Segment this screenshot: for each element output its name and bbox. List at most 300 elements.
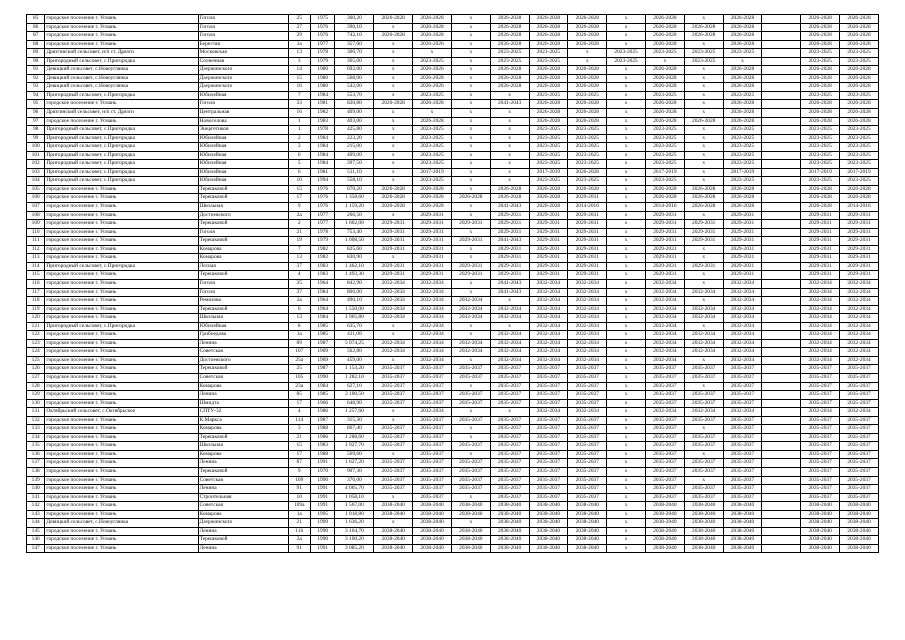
cell-row-number: 137	[27, 459, 45, 468]
cell-house-number: 15	[288, 185, 310, 194]
cell-c9: 2038-2040	[684, 510, 723, 519]
cell-street: Ленина	[198, 391, 288, 400]
cell-c9: х	[684, 356, 723, 365]
cell-c13: 2029-2031	[840, 220, 879, 229]
table-row	[27, 510, 879, 519]
cell-house-number: 1а	[288, 510, 310, 519]
cell-settlement: городское поселение г. Усмань	[45, 356, 198, 365]
cell-c4: 2026-2028	[490, 83, 529, 92]
cell-c12: 2026-2028	[801, 23, 840, 32]
cell-c1: 2035-2037	[374, 391, 413, 400]
cell-settlement: Пригородный сельсовет, с.Пригородка	[45, 262, 198, 271]
cell-c4: х	[490, 408, 529, 417]
cell-c5: 2038-2040	[529, 527, 568, 536]
cell-house-number: 21	[288, 519, 310, 528]
cell-c7: х	[607, 510, 646, 519]
table-row	[27, 467, 879, 476]
cell-house-number: 13	[288, 254, 310, 263]
cell-row-number: 94	[27, 91, 45, 100]
cell-house-number: 23а	[288, 382, 310, 391]
cell-c8: 2032-2034	[645, 408, 684, 417]
cell-c12: 2023-2025	[801, 177, 840, 186]
cell-c13: 2026-2028	[840, 74, 879, 83]
cell-c10: 2035-2037	[723, 476, 762, 485]
cell-c12: 2029-2031	[801, 237, 840, 246]
cell-settlement: городское поселение г. Усмань	[45, 485, 198, 494]
cell-c9: х	[684, 134, 723, 143]
cell-house-number: 3	[288, 425, 310, 434]
cell-house-number: 9	[288, 467, 310, 476]
cell-c8: 2035-2037	[645, 485, 684, 494]
cell-c2: 2032-2034	[413, 305, 452, 314]
table-row	[27, 151, 879, 160]
cell-c3: х	[451, 83, 490, 92]
cell-c8: 2035-2037	[645, 442, 684, 451]
cell-c5: 2032-2034	[529, 279, 568, 288]
cell-c10: 2032-2034	[723, 322, 762, 331]
cell-c11	[762, 527, 801, 536]
cell-c7: х	[607, 117, 646, 126]
cell-street: Терешковой	[198, 194, 288, 203]
cell-c3: х	[451, 185, 490, 194]
cell-c9: х	[684, 168, 723, 177]
cell-c13: 2035-2037	[840, 382, 879, 391]
cell-year-built: 1982	[310, 109, 335, 118]
cell-c11	[762, 177, 801, 186]
cell-c3: 2035-2037	[451, 467, 490, 476]
cell-c10: 2029-2031	[723, 262, 762, 271]
cell-c4: х	[490, 117, 529, 126]
cell-c9: х	[684, 109, 723, 118]
cell-c3: х	[451, 288, 490, 297]
cell-house-number: 6	[288, 305, 310, 314]
cell-c10: 2032-2034	[723, 331, 762, 340]
cell-settlement: Девицкий сельсовет, с.Новоуглянка	[45, 66, 198, 75]
cell-c10: 2026-2028	[723, 32, 762, 41]
cell-house-number: 10	[288, 177, 310, 186]
cell-row-number: 128	[27, 382, 45, 391]
cell-c12: 2035-2037	[801, 433, 840, 442]
cell-house-number: 116	[288, 527, 310, 536]
cell-c3: х	[451, 32, 490, 41]
table-row	[27, 373, 879, 382]
cell-c6: 2023-2025	[568, 126, 607, 135]
cell-c12: 2032-2034	[801, 331, 840, 340]
cell-row-number: 136	[27, 450, 45, 459]
cell-street: Берестяя	[198, 40, 288, 49]
cell-c1: 2029-2031	[374, 245, 413, 254]
cell-c8: 2032-2034	[645, 322, 684, 331]
cell-c1: 2032-2034	[374, 288, 413, 297]
cell-c5: 2021-2025	[529, 49, 568, 58]
table-row	[27, 228, 879, 237]
cell-c8: х	[645, 57, 684, 66]
cell-c6: 2035-2037	[568, 365, 607, 374]
cell-c11	[762, 519, 801, 528]
cell-c3: х	[451, 151, 490, 160]
cell-c7: 2023-2025	[607, 57, 646, 66]
cell-c6: 2035-2037	[568, 442, 607, 451]
cell-c2: 2029-2031	[413, 245, 452, 254]
cell-c6: 2026-2028	[568, 185, 607, 194]
cell-c4: 2041-2043	[490, 237, 529, 246]
cell-settlement: городское поселение г. Усмань	[45, 40, 198, 49]
cell-c4: 2035-2037	[490, 416, 529, 425]
cell-c6: 2026-2028	[568, 83, 607, 92]
cell-c1: 2026-2028	[374, 100, 413, 109]
cell-c6: 2029-2031	[568, 271, 607, 280]
cell-c2: 2026-2026	[413, 66, 452, 75]
cell-c4: х	[490, 160, 529, 169]
cell-c8: 2029-2031	[645, 254, 684, 263]
cell-c9: 2038-2040	[684, 502, 723, 511]
cell-street: Школьная	[198, 314, 288, 323]
cell-c1: 2032-2034	[374, 279, 413, 288]
cell-c8: 2032-2034	[645, 297, 684, 306]
cell-row-number: 88	[27, 40, 45, 49]
cell-settlement: городское поселение г. Усмань	[45, 476, 198, 485]
cell-c12: 2032-2034	[801, 356, 840, 365]
cell-c4: 2035-2037	[490, 485, 529, 494]
cell-house-number: 91	[288, 485, 310, 494]
cell-c6: 2026-2028	[568, 32, 607, 41]
cell-c3: 2035-2037	[451, 476, 490, 485]
cell-street: Гоголя	[198, 279, 288, 288]
cell-c5: 2038-2040	[529, 502, 568, 511]
cell-house-number: 7	[288, 91, 310, 100]
cell-c1: х	[374, 57, 413, 66]
cell-year-built: 1980	[310, 66, 335, 75]
cell-c13: 2026-2028	[840, 109, 879, 118]
cell-c2: 2017-2019	[413, 168, 452, 177]
cell-street: Достоевского	[198, 211, 288, 220]
cell-c11	[762, 134, 801, 143]
cell-c8: 2035-2037	[645, 467, 684, 476]
cell-c3: х	[451, 49, 490, 58]
cell-c12: 2023-2025	[801, 134, 840, 143]
cell-year-built: 1978	[310, 126, 335, 135]
cell-c10: 2023-2025	[723, 126, 762, 135]
cell-c1: 2029-2031	[374, 271, 413, 280]
cell-c11	[762, 442, 801, 451]
cell-year-built: 1980	[310, 74, 335, 83]
cell-c2: 2026-2028	[413, 74, 452, 83]
cell-c8: 2014-2016	[645, 203, 684, 212]
cell-c7: х	[607, 305, 646, 314]
cell-settlement: городское поселение г. Усмань	[45, 425, 198, 434]
cell-house-number: 25	[288, 15, 310, 24]
cell-c8: 2038-2040	[645, 519, 684, 528]
table-row	[27, 476, 879, 485]
cell-house-number: 105	[288, 373, 310, 382]
cell-row-number: 124	[27, 348, 45, 357]
cell-c13: 2035-2037	[840, 416, 879, 425]
cell-c12: 2035-2037	[801, 476, 840, 485]
cell-c7: х	[607, 143, 646, 152]
cell-street: Ленина	[198, 544, 288, 553]
cell-c9: 2035-2037	[684, 433, 723, 442]
cell-year-built: 1980	[310, 83, 335, 92]
cell-c10: 2026-2028	[723, 203, 762, 212]
cell-c7: х	[607, 297, 646, 306]
cell-c12: 2023-2025	[801, 143, 840, 152]
cell-c4: 2026-2028	[490, 66, 529, 75]
cell-c11	[762, 510, 801, 519]
table-row	[27, 382, 879, 391]
cell-c7: х	[607, 382, 646, 391]
cell-c10: 2032-2034	[723, 408, 762, 417]
cell-c13: 2023-2025	[840, 177, 879, 186]
cell-row-number: 113	[27, 254, 45, 263]
cell-c12: 2035-2037	[801, 399, 840, 408]
cell-area: 1 358,60	[335, 194, 374, 203]
cell-settlement: городское поселение г. Усмань	[45, 331, 198, 340]
cell-c1: 2035-2037	[374, 365, 413, 374]
cell-c3: х	[451, 228, 490, 237]
cell-c5: 2035-2037	[529, 373, 568, 382]
cell-row-number: 93	[27, 83, 45, 92]
cell-c11	[762, 237, 801, 246]
cell-c4: 2026-2028	[490, 40, 529, 49]
cell-year-built: 1987	[310, 365, 335, 374]
cell-c4: 2035-2037	[490, 442, 529, 451]
cell-c6: 2038-2040	[568, 519, 607, 528]
cell-c1: х	[374, 177, 413, 186]
cell-c11	[762, 66, 801, 75]
cell-c13: 2035-2037	[840, 391, 879, 400]
cell-c7: х	[607, 32, 646, 41]
cell-area: 648,90	[335, 399, 374, 408]
cell-c10: 2026-2028	[723, 185, 762, 194]
cell-year-built: 1987	[310, 416, 335, 425]
cell-c9: х	[684, 126, 723, 135]
cell-house-number: 13	[288, 49, 310, 58]
cell-c5: 2026-2028	[529, 109, 568, 118]
cell-c11	[762, 485, 801, 494]
cell-c9: х	[684, 245, 723, 254]
cell-c11	[762, 399, 801, 408]
cell-row-number: 121	[27, 322, 45, 331]
cell-c4: 2035-2037	[490, 476, 529, 485]
cell-settlement: городское поселение г. Усмань	[45, 220, 198, 229]
cell-house-number: 2а	[288, 297, 310, 306]
cell-c4: 2029-2031	[490, 228, 529, 237]
cell-c7: х	[607, 485, 646, 494]
cell-c6: 2032-2034	[568, 322, 607, 331]
cell-area: 1 288,60	[335, 433, 374, 442]
cell-c7: х	[607, 185, 646, 194]
cell-c5: 2023-2025	[529, 151, 568, 160]
cell-c2: 2035-2037	[413, 450, 452, 459]
cell-c11	[762, 126, 801, 135]
cell-c2: 2023-2025	[413, 151, 452, 160]
cell-house-number: 15	[288, 74, 310, 83]
cell-c2: 2029-2031	[413, 254, 452, 263]
cell-c3: х	[451, 433, 490, 442]
cell-area: 376,00	[335, 476, 374, 485]
cell-street: К.Маркса	[198, 416, 288, 425]
cell-street: Терешковой	[198, 271, 288, 280]
cell-c6: 2035-2037	[568, 476, 607, 485]
cell-area: 315,30	[335, 416, 374, 425]
cell-c9: 2035-2037	[684, 459, 723, 468]
cell-c9: 2026-2028	[684, 23, 723, 32]
cell-house-number: 10	[288, 493, 310, 502]
cell-c3: х	[451, 117, 490, 126]
cell-settlement: Девицкий сельсовет, с.Новоуглянка	[45, 74, 198, 83]
cell-c8: 2026-2028	[645, 117, 684, 126]
cell-c8: 2017-2019	[645, 168, 684, 177]
cell-c10: 2038-2040	[723, 510, 762, 519]
cell-c9: 2035-2037	[684, 416, 723, 425]
cell-c2: 2032-2034	[413, 348, 452, 357]
cell-area: 635,70	[335, 322, 374, 331]
cell-area: 753,40	[335, 228, 374, 237]
cell-area: 742,10	[335, 32, 374, 41]
cell-c6: 2029-2031	[568, 211, 607, 220]
cell-area: 266,50	[335, 211, 374, 220]
cell-c1: 2038-2040	[374, 536, 413, 545]
cell-c5: 2032-2034	[529, 288, 568, 297]
cell-c9: 2029-2031	[684, 228, 723, 237]
cell-row-number: 116	[27, 279, 45, 288]
cell-c2: 2035-2037	[413, 493, 452, 502]
cell-area: 3 100,20	[335, 536, 374, 545]
cell-year-built: 1990	[310, 536, 335, 545]
cell-c3: х	[451, 493, 490, 502]
cell-c1: х	[374, 408, 413, 417]
cell-c9: 2026-2028	[684, 194, 723, 203]
cell-c11	[762, 416, 801, 425]
cell-c10: 2029-2031	[723, 254, 762, 263]
cell-c8: 2038-2040	[645, 510, 684, 519]
cell-year-built: 1990	[310, 527, 335, 536]
cell-c7: х	[607, 134, 646, 143]
cell-area: 3 100,50	[335, 391, 374, 400]
cell-c11	[762, 408, 801, 417]
cell-c4: 2029-2031	[490, 254, 529, 263]
cell-c11	[762, 228, 801, 237]
cell-settlement: Девицкий сельсовет, с.Новоуглянка	[45, 519, 198, 528]
cell-c3: х	[451, 74, 490, 83]
cell-settlement: городское поселение г. Усмань	[45, 288, 198, 297]
cell-c13: 2032-2034	[840, 279, 879, 288]
cell-c12: 2032-2034	[801, 314, 840, 323]
cell-year-built: 1991	[310, 544, 335, 553]
cell-c6: 2026-2028	[568, 23, 607, 32]
cell-c10: 2035-2037	[723, 416, 762, 425]
cell-c2: 2038-2040	[413, 544, 452, 553]
cell-c8: 2026-2028	[645, 194, 684, 203]
cell-c7: х	[607, 476, 646, 485]
table-row	[27, 237, 879, 246]
table-row	[27, 485, 879, 494]
cell-house-number: 25	[288, 365, 310, 374]
cell-year-built: 1977	[310, 211, 335, 220]
cell-c5: 2035-2037	[529, 365, 568, 374]
cell-year-built: 1994	[310, 177, 335, 186]
cell-row-number: 123	[27, 339, 45, 348]
cell-c5: 2023-2025	[529, 143, 568, 152]
cell-c7: х	[607, 425, 646, 434]
cell-c4: 2038-2040	[490, 510, 529, 519]
cell-c13: 2029-2031	[840, 245, 879, 254]
cell-house-number: 19	[288, 237, 310, 246]
cell-street: Юбилейная	[198, 134, 288, 143]
cell-c5: 2026-2028	[529, 100, 568, 109]
cell-c5: 2029-2031	[529, 271, 568, 280]
cell-house-number: 21	[288, 433, 310, 442]
cell-c8: 2029-2031	[645, 237, 684, 246]
cell-row-number: 122	[27, 331, 45, 340]
cell-c13: 2035-2037	[840, 476, 879, 485]
cell-c2: 2026-2028	[413, 203, 452, 212]
cell-house-number: 3	[288, 57, 310, 66]
cell-c13: 2035-2037	[840, 467, 879, 476]
cell-area: 842,90	[335, 279, 374, 288]
cell-c2: 2026-2028	[413, 23, 452, 32]
cell-c13: 2035-2037	[840, 485, 879, 494]
cell-c3: х	[451, 245, 490, 254]
cell-c9: 2035-2037	[684, 373, 723, 382]
cell-c4: х	[490, 91, 529, 100]
cell-c8: 2026-2028	[645, 83, 684, 92]
cell-c7: х	[607, 544, 646, 553]
cell-row-number: 106	[27, 194, 45, 203]
cell-house-number: 1а	[288, 40, 310, 49]
table-row	[27, 194, 879, 203]
cell-year-built: 1986	[310, 408, 335, 417]
cell-row-number: 98	[27, 126, 45, 135]
cell-c12: 2038-2040	[801, 527, 840, 536]
cell-c3: х	[451, 57, 490, 66]
cell-year-built: 1977	[310, 220, 335, 229]
cell-year-built: 1969	[310, 348, 335, 357]
cell-c4: 2038-2040	[490, 544, 529, 553]
cell-year-built: 1979	[310, 237, 335, 246]
cell-settlement: городское поселение г. Усмань	[45, 23, 198, 32]
cell-c2: 2035-2037	[413, 382, 452, 391]
cell-c4: 2035-2037	[490, 493, 529, 502]
cell-c4: 2035-2037	[490, 433, 529, 442]
cell-settlement: городское поселение г. Усмань	[45, 203, 198, 212]
cell-c2: 2029-2031	[413, 228, 452, 237]
cell-c6: 2035-2037	[568, 382, 607, 391]
cell-c12: 2026-2028	[801, 203, 840, 212]
cell-c7: х	[607, 519, 646, 528]
cell-c5: 2029-2031	[529, 220, 568, 229]
cell-c13: 2026-2028	[840, 32, 879, 41]
cell-c13: 2038-2040	[840, 527, 879, 536]
cell-c7: х	[607, 314, 646, 323]
cell-area: 5 074,25	[335, 339, 374, 348]
cell-c5: 2017-2019	[529, 168, 568, 177]
cell-c3: 2029-2031	[451, 237, 490, 246]
table-row	[27, 57, 879, 66]
cell-year-built: 1991	[310, 502, 335, 511]
cell-c2: 2032-2034	[413, 322, 452, 331]
cell-c3: х	[451, 40, 490, 49]
cell-c12: 2032-2034	[801, 348, 840, 357]
cell-c2: 2032-2034	[413, 297, 452, 306]
cell-street: Лесная	[198, 262, 288, 271]
table-row	[27, 288, 879, 297]
cell-c10: 2023-2025	[723, 134, 762, 143]
cell-house-number: 13	[288, 314, 310, 323]
cell-c7: х	[607, 168, 646, 177]
cell-c7: х	[607, 442, 646, 451]
cell-c7: х	[607, 23, 646, 32]
